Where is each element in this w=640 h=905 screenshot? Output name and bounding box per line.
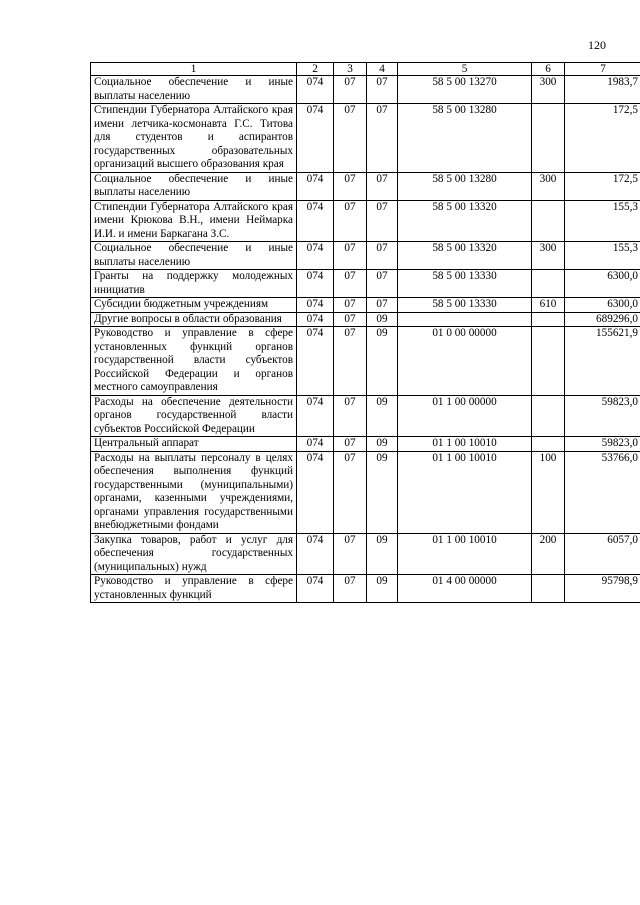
amount-value: 95798,9 xyxy=(565,575,640,603)
table-row xyxy=(91,395,640,437)
section-code: 07 xyxy=(334,298,367,313)
expense-type-code xyxy=(532,312,565,327)
expense-type-code: 300 xyxy=(532,76,565,104)
target-code: 58 5 00 13320 xyxy=(398,242,532,270)
section-code: 07 xyxy=(334,327,367,396)
column-header: 6 xyxy=(532,63,565,76)
ministry-code: 074 xyxy=(297,270,334,298)
subsection-code: 09 xyxy=(367,451,398,533)
table-row xyxy=(91,312,640,327)
column-header: 1 xyxy=(91,63,297,76)
table-row xyxy=(91,327,640,396)
subsection-code: 09 xyxy=(367,533,398,575)
section-code: 07 xyxy=(334,200,367,242)
expense-type-code: 300 xyxy=(532,172,565,200)
subsection-code: 07 xyxy=(367,270,398,298)
section-code: 07 xyxy=(334,395,367,437)
table-row xyxy=(91,575,640,603)
expense-type-code xyxy=(532,327,565,396)
target-code: 58 5 00 13330 xyxy=(398,298,532,313)
subsection-code: 09 xyxy=(367,575,398,603)
item-name: Другие вопросы в области образования xyxy=(91,312,297,327)
item-name: Социальное обеспечение и иные выплаты населению xyxy=(91,242,297,270)
subsection-code: 07 xyxy=(367,76,398,104)
item-name: Стипендии Губернатора Алтайского края имени Крюкова В.Н., имени Неймарка И.И. и имени Баркагана З.С. xyxy=(91,200,297,242)
ministry-code: 074 xyxy=(297,312,334,327)
ministry-code: 074 xyxy=(297,104,334,173)
column-header: 5 xyxy=(398,63,532,76)
amount-value: 689296,0 xyxy=(565,312,640,327)
amount-value: 6300,0 xyxy=(565,298,640,313)
section-code: 07 xyxy=(334,312,367,327)
amount-value: 155,3 xyxy=(565,200,640,242)
item-name: Расходы на выплаты персоналу в целях обеспечения выполнения функций государственными (муниципальными) органами, казенными учреждениями, органами управления государственными внебюджетными фондами xyxy=(91,451,297,533)
ministry-code: 074 xyxy=(297,76,334,104)
section-code: 07 xyxy=(334,242,367,270)
ministry-code: 074 xyxy=(297,395,334,437)
item-name: Субсидии бюджетным учреждениям xyxy=(91,298,297,313)
subsection-code: 07 xyxy=(367,242,398,270)
item-name: Закупка товаров, работ и услуг для обеспечения государственных (муниципальных) нужд xyxy=(91,533,297,575)
expense-type-code xyxy=(532,270,565,298)
column-header: 4 xyxy=(367,63,398,76)
subsection-code: 07 xyxy=(367,172,398,200)
item-name: Стипендии Губернатора Алтайского края имени летчика-космонавта Г.С. Титова для студентов и аспирантов государственных образовательных организаций высшего образования края xyxy=(91,104,297,173)
table-row xyxy=(91,76,640,104)
ministry-code: 074 xyxy=(297,533,334,575)
amount-value: 6300,0 xyxy=(565,270,640,298)
item-name: Социальное обеспечение и иные выплаты населению xyxy=(91,76,297,104)
table-row xyxy=(91,451,640,533)
subsection-code: 09 xyxy=(367,312,398,327)
expense-type-code xyxy=(532,104,565,173)
target-code: 01 1 00 10010 xyxy=(398,451,532,533)
budget-table xyxy=(90,62,640,603)
table-row xyxy=(91,533,640,575)
target-code xyxy=(398,312,532,327)
amount-value: 53766,0 xyxy=(565,451,640,533)
target-code: 58 5 00 13320 xyxy=(398,200,532,242)
table-row xyxy=(91,298,640,313)
target-code: 01 0 00 00000 xyxy=(398,327,532,396)
ministry-code: 074 xyxy=(297,172,334,200)
column-header: 7 xyxy=(565,63,640,76)
amount-value: 1983,7 xyxy=(565,76,640,104)
target-code: 01 1 00 10010 xyxy=(398,533,532,575)
section-code: 07 xyxy=(334,270,367,298)
subsection-code: 09 xyxy=(367,395,398,437)
section-code: 07 xyxy=(334,104,367,173)
section-code: 07 xyxy=(334,172,367,200)
expense-type-code xyxy=(532,200,565,242)
expense-type-code: 300 xyxy=(532,242,565,270)
table-row xyxy=(91,200,640,242)
item-name: Руководство и управление в сфере установленных функций xyxy=(91,575,297,603)
table-row xyxy=(91,270,640,298)
section-code: 07 xyxy=(334,575,367,603)
amount-value: 155,3 xyxy=(565,242,640,270)
subsection-code: 09 xyxy=(367,327,398,396)
target-code: 01 4 00 00000 xyxy=(398,575,532,603)
subsection-code: 07 xyxy=(367,200,398,242)
amount-value: 6057,0 xyxy=(565,533,640,575)
ministry-code: 074 xyxy=(297,298,334,313)
amount-value: 59823,0 xyxy=(565,437,640,452)
target-code: 58 5 00 13330 xyxy=(398,270,532,298)
subsection-code: 07 xyxy=(367,104,398,173)
item-name: Расходы на обеспечение деятельности органов государственной власти субъектов Российской Федерации xyxy=(91,395,297,437)
page-number: 120 xyxy=(588,38,606,52)
expense-type-code xyxy=(532,575,565,603)
amount-value: 172,5 xyxy=(565,172,640,200)
table-row xyxy=(91,172,640,200)
expense-type-code: 100 xyxy=(532,451,565,533)
amount-value: 59823,0 xyxy=(565,395,640,437)
table-row xyxy=(91,104,640,173)
target-code: 58 5 00 13280 xyxy=(398,104,532,173)
subsection-code: 09 xyxy=(367,437,398,452)
target-code: 58 5 00 13280 xyxy=(398,172,532,200)
ministry-code: 074 xyxy=(297,327,334,396)
column-header: 3 xyxy=(334,63,367,76)
target-code: 01 1 00 10010 xyxy=(398,437,532,452)
table-row xyxy=(91,437,640,452)
section-code: 07 xyxy=(334,451,367,533)
item-name: Центральный аппарат xyxy=(91,437,297,452)
header-row xyxy=(91,63,640,76)
item-name: Социальное обеспечение и иные выплаты населению xyxy=(91,172,297,200)
ministry-code: 074 xyxy=(297,437,334,452)
amount-value: 172,5 xyxy=(565,104,640,173)
target-code: 01 1 00 00000 xyxy=(398,395,532,437)
item-name: Руководство и управление в сфере установленных функций органов государственной власти субъектов Российской Федерации и органов местного самоуправления xyxy=(91,327,297,396)
section-code: 07 xyxy=(334,437,367,452)
ministry-code: 074 xyxy=(297,200,334,242)
amount-value: 155621,9 xyxy=(565,327,640,396)
expense-type-code xyxy=(532,395,565,437)
ministry-code: 074 xyxy=(297,575,334,603)
section-code: 07 xyxy=(334,76,367,104)
column-header: 2 xyxy=(297,63,334,76)
table-row xyxy=(91,242,640,270)
expense-type-code xyxy=(532,437,565,452)
section-code: 07 xyxy=(334,533,367,575)
target-code: 58 5 00 13270 xyxy=(398,76,532,104)
subsection-code: 07 xyxy=(367,298,398,313)
ministry-code: 074 xyxy=(297,451,334,533)
ministry-code: 074 xyxy=(297,242,334,270)
item-name: Гранты на поддержку молодежных инициатив xyxy=(91,270,297,298)
expense-type-code: 610 xyxy=(532,298,565,313)
expense-type-code: 200 xyxy=(532,533,565,575)
